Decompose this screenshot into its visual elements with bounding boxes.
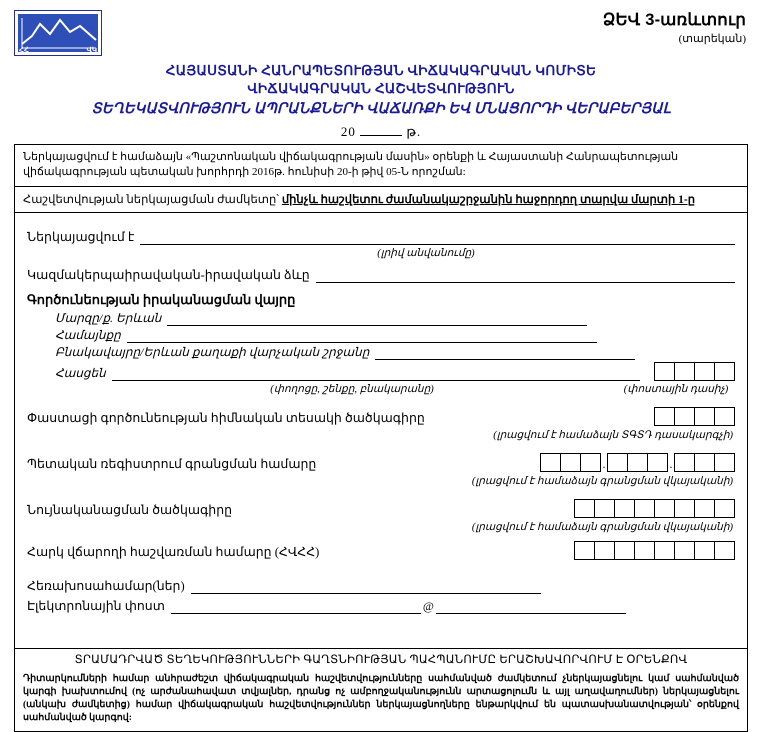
identification-code-cell[interactable]: [654, 499, 675, 518]
community-input[interactable]: [127, 329, 597, 343]
state-reg-g3-cell[interactable]: [694, 453, 715, 472]
page-title: ՏԵՂԵԿԱՏՎՈՒԹՅՈՒՆ ԱՊՐԱՆՔՆԵՐԻ ՎԱՃԱՌՔԻ ԵՎ ՄՆԱՑՈՐԴԻ ՎԵՐԱԲԵՐՅԱԼ: [91, 101, 671, 117]
state-reg-g1-cell[interactable]: [560, 453, 581, 472]
identification-code-cell[interactable]: [594, 499, 615, 518]
postal-code-cell[interactable]: [714, 362, 735, 381]
year-suffix: թ.: [406, 124, 422, 139]
activity-code-label: Փաստացի գործունեության հիմնական տեսակի ծածկագիրը: [27, 411, 425, 425]
activity-code-row: [27, 407, 735, 426]
postal-code-cell[interactable]: [654, 362, 675, 381]
email-label: Էլեկտրոնային փոստ: [27, 599, 165, 613]
title-block: [0, 62, 762, 119]
state-reg-g2-cell[interactable]: [627, 453, 648, 472]
activity-code-cell[interactable]: [654, 407, 675, 426]
tax-id-label: Հարկ վճարողի հաշվառման համարը (ՀՎՀՀ): [27, 545, 320, 559]
submitted-by-caption: (լրիվ անվանումը): [377, 248, 475, 259]
form-body-box: [14, 144, 748, 732]
phone-label: Հեռախոսահամար(ներ): [27, 579, 185, 593]
deadline-value: մինչև հաշվետու ժամանակաշրջանին հաջորդող տարվա մարտի 1-ը: [281, 194, 696, 206]
activity-code-cell[interactable]: [714, 407, 735, 426]
state-reg-g2-cell[interactable]: [647, 453, 668, 472]
form-code-periodicity: (տարեկան): [678, 33, 746, 45]
legal-form-label: Կազմակերպաիրավական-իրավական ձևը: [27, 268, 310, 282]
settlement-input[interactable]: [375, 346, 635, 360]
report-year-line: [0, 124, 762, 140]
state-reg-separator-1: .: [602, 457, 606, 471]
address-input[interactable]: [112, 367, 640, 381]
postal-code-cell[interactable]: [694, 362, 715, 381]
year-blank[interactable]: [360, 135, 402, 136]
logo-label-right: ՎԿ: [86, 47, 97, 54]
state-reg-g2-cell[interactable]: [607, 453, 628, 472]
statistical-committee-logo: [14, 10, 102, 56]
form-code: ՁԵՎ 3-առևտուր: [602, 11, 746, 29]
postal-code-cell[interactable]: [674, 362, 695, 381]
tax-id-cell[interactable]: [594, 541, 615, 560]
state-reg-g1-cell[interactable]: [540, 453, 561, 472]
tax-id-cell[interactable]: [574, 541, 595, 560]
confidentiality-notice: ՏՐԱՄԱԴՐՎԱԾ ՏԵՂԵԿՈՒԹՅՈՒՆՆԵՐԻ ԳԱՂՏՆԻՈՒԹՅԱՆ ՊԱՀՊԱՆՈՒՄԸ ԵՐԱՇԽԱՎՈՐՎՈՒՄ Է ՕՐԵՆՔՈՎ: [15, 648, 747, 669]
identification-code-label: Նույնականացման ծածկագիրը: [27, 503, 233, 517]
phone-input[interactable]: [191, 580, 541, 594]
state-reg-g3-cell[interactable]: [714, 453, 735, 472]
legal-basis-note: Ներկայացվում է համաձայն «Պաշտոնական վիճակագրության մասին» օրենքի և Հայաստանի Հանրապետության վիճակագրության պետական խորհրդի 2016թ. հունիսի 20-ի թիվ 05-Ն որոշման:: [15, 145, 747, 187]
state-reg-boxes-group3[interactable]: [674, 453, 735, 472]
submitted-by-row: [27, 229, 735, 245]
state-reg-g3-cell[interactable]: [674, 453, 695, 472]
legal-form-row: [27, 267, 735, 283]
identification-code-boxes[interactable]: [574, 499, 735, 518]
identification-code-cell[interactable]: [674, 499, 695, 518]
tax-id-cell[interactable]: [614, 541, 635, 560]
activity-code-boxes[interactable]: [654, 407, 735, 426]
email-row: [27, 598, 735, 614]
legal-form-input[interactable]: [316, 269, 735, 283]
postal-code-boxes[interactable]: [654, 362, 735, 381]
identification-code-cell[interactable]: [634, 499, 655, 518]
address-captions-row: [27, 383, 735, 395]
form-fields-area: [15, 213, 747, 614]
community-row: [55, 328, 735, 343]
location-section-title: Գործունեության իրականացման վայրը: [27, 292, 296, 307]
page-header: [0, 0, 762, 56]
state-reg-separator-2: .: [669, 457, 673, 471]
settlement-label: Բնակավայրը/Երևան քաղաքի վարչական շրջանը: [55, 345, 370, 359]
identification-code-note: (լրացվում է համաձայն գրանցման վկայականի): [471, 522, 733, 533]
tax-id-cell[interactable]: [694, 541, 715, 560]
tax-id-row: [27, 541, 735, 560]
tax-id-cell[interactable]: [634, 541, 655, 560]
identification-code-row: [27, 499, 735, 518]
phone-row: [27, 578, 735, 594]
marz-label: Մարզը/ք. Երևան: [55, 311, 162, 325]
state-reg-label: Պետական ռեգիստրում գրանցման համարը: [27, 457, 317, 471]
activity-code-cell[interactable]: [694, 407, 715, 426]
state-reg-boxes-group2[interactable]: [607, 453, 668, 472]
submission-deadline-row: [15, 187, 747, 213]
settlement-row: [55, 345, 735, 360]
tax-id-cell[interactable]: [714, 541, 735, 560]
email-user-input[interactable]: [171, 600, 421, 614]
tax-id-cell[interactable]: [654, 541, 675, 560]
state-reg-boxes-group1[interactable]: [540, 453, 601, 472]
activity-code-cell[interactable]: [674, 407, 695, 426]
address-label: Հասցեն: [55, 366, 106, 380]
email-domain-input[interactable]: [436, 600, 626, 614]
legal-warning-text: Դիտարկումների համար անհրաժեշտ վիճակագրական հաշվետվությունները սահմանված ժամկետում չներկայացնելու կամ սահմանված կարգի խախտումով (ոչ արժանահավատ տվյալներ, դրանց ոչ ամբողջականությունն արտացոլումն և այլ աղավաղումներ) ներկայացնելու (անկախ ժամկետից) համար վիճակագրական հաշվետվություններ ներկայացնողները ենթարկվում են պատասխանատվության՝ օրենքով սահմանված կարգով:: [23, 674, 739, 723]
marz-row: [55, 311, 735, 326]
deadline-label: Հաշվետվության ներկայացման ժամկետը՝: [23, 194, 282, 206]
logo-label-left: ՀՀ: [19, 47, 30, 54]
address-caption: (փողոցը, շենքը, բնակարանը): [270, 384, 434, 395]
identification-code-cell[interactable]: [574, 499, 595, 518]
organization-title: ՀԱՅԱՍՏԱՆԻ ՀԱՆՐԱՊԵՏՈՒԹՅԱՆ ՎԻՃԱԿԱԳՐԱԿԱՆ ԿՈՄԻՏԵ: [165, 63, 597, 78]
state-reg-g1-cell[interactable]: [580, 453, 601, 472]
identification-code-cell[interactable]: [614, 499, 635, 518]
state-reg-row: [27, 453, 735, 472]
submitted-by-label: Ներկայացվում է: [27, 230, 135, 244]
marz-input[interactable]: [167, 312, 587, 326]
year-prefix: 20: [340, 124, 356, 139]
form-code-block: [603, 10, 748, 45]
report-type-title: ՎԻՃԱԿԱԳՐԱԿԱՆ ՀԱՇՎԵՏՎՈՒԹՅՈՒՆ: [247, 81, 515, 96]
activity-code-note: (լրացվում է համաձայն ՏԳՏԴ դասակարգչի): [493, 430, 733, 441]
email-at-symbol: @: [422, 599, 434, 613]
address-row: [55, 362, 735, 381]
tax-id-boxes[interactable]: [574, 541, 735, 560]
postal-code-caption: (փոստային դասիչ): [623, 384, 729, 395]
tax-id-cell[interactable]: [674, 541, 695, 560]
identification-code-cell[interactable]: [714, 499, 735, 518]
form-footer: [15, 648, 747, 731]
submitted-by-input[interactable]: [140, 231, 735, 245]
community-label: Համայնքը: [55, 328, 121, 342]
state-reg-note: (լրացվում է համաձայն գրանցման վկայականի): [471, 476, 733, 487]
identification-code-cell[interactable]: [694, 499, 715, 518]
